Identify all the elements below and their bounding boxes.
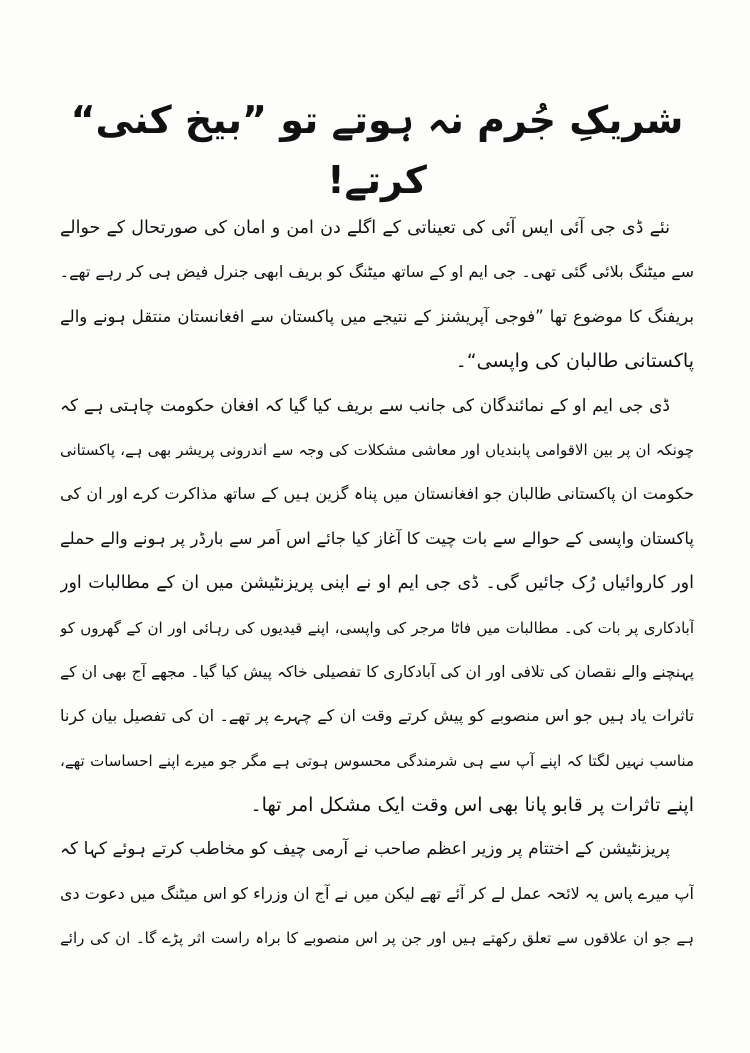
text-line: پہنچنے والے نقصان کی تلافی اور ان کی آبادکاری کا تفصیلی خاکہ پیش کیا گیا۔ مجھے آج بھی ان کے	[60, 662, 694, 681]
text-line: پاکستان واپسی کے حوالے سے بات چیت کا آغاز کیا جائے اس اَمر سے بارڈر پر ہونے والے حملے	[60, 528, 694, 548]
article-title: شریکِ جُرم نہ ہوتے تو ”بیخ کنی“ کرتے!	[70, 98, 684, 202]
text-line: اور کاروائیاں رُک جائیں گی۔ ڈی جی ایم او نے اپنی پریزنٹیشن میں ان کے مطالبات اور	[60, 573, 694, 594]
text-line: بریفنگ کا موضوع تھا ”فوجی آپریشنز کے نتیجے میں پاکستان سے افغانستان منتقل ہونے والے	[60, 306, 694, 326]
text-line: اپنے تاثرات پر قابو پانا بھی اس وقت ایک مشکل امر تھا۔	[250, 794, 694, 817]
article-body	[60, 206, 694, 961]
text-line: سے میٹنگ بلائی گئی تھی۔ جی ایم او کے ساتھ میٹنگ کو بریف ابھی جنرل فیض ہی کر رہے تھے۔	[60, 262, 694, 282]
text-line: پریزنٹیشن کے اختتام پر وزیر اعظم صاحب نے آرمی چیف کو مخاطب کرتے ہوئے کہا کہ	[60, 839, 670, 860]
text-line: حکومت ان پاکستانی طالبان جو افغانستان میں پناہ گزین ہیں کے ساتھ مذاکرت کرے اور ان کی	[60, 484, 694, 504]
text-line: نئے ڈی جی آئی ایس آئی کی تعیناتی کے اگلے دن امن و امان کی صورتحال کے حوالے	[60, 218, 670, 238]
text-line: پاکستانی طالبان کی واپسی“۔	[455, 350, 694, 373]
text-line: ڈی جی ایم او کے نمائندگان کی جانب سے بریف کیا گیا کہ افغان حکومت چاہتی ہے کہ	[60, 395, 670, 416]
text-line: آپ میرے پاس یہ لائحہ عمل لے کر آئے تھے لیکن میں نے آج ان وزراء کو اس میٹنگ میں دعوت دی	[60, 883, 694, 903]
text-line: چونکہ ان پر بین الاقوامی پابندیاں اور معاشی مشکلات کی وجہ سے اندرونی پریشر بھی ہے، پاکستانی	[60, 440, 694, 459]
text-line: مناسب نہیں لگتا کہ اپنے آپ سے ہی شرمندگی محسوس ہوتی ہے مگر جو میرے اپنے احساسات تھے،	[60, 751, 694, 770]
text-line: ہے جو ان علاقوں سے تعلق رکھتے ہیں اور جن پر اس منصوبے کا براہ راست اثر پڑے گا۔ ان کی رائے	[60, 929, 694, 948]
text-line: آبادکاری پر بات کی۔ مطالبات میں فاٹا مرجر کی واپسی، اپنے قیدیوں کی رہائی اور ان کے گھروں کو	[60, 618, 694, 637]
text-line: تاثرات یاد ہیں جو اس منصوبے کو پیش کرتے وقت ان کے چہرے پر تھے۔ ان کی تفصیل بیان کرنا	[60, 706, 694, 726]
